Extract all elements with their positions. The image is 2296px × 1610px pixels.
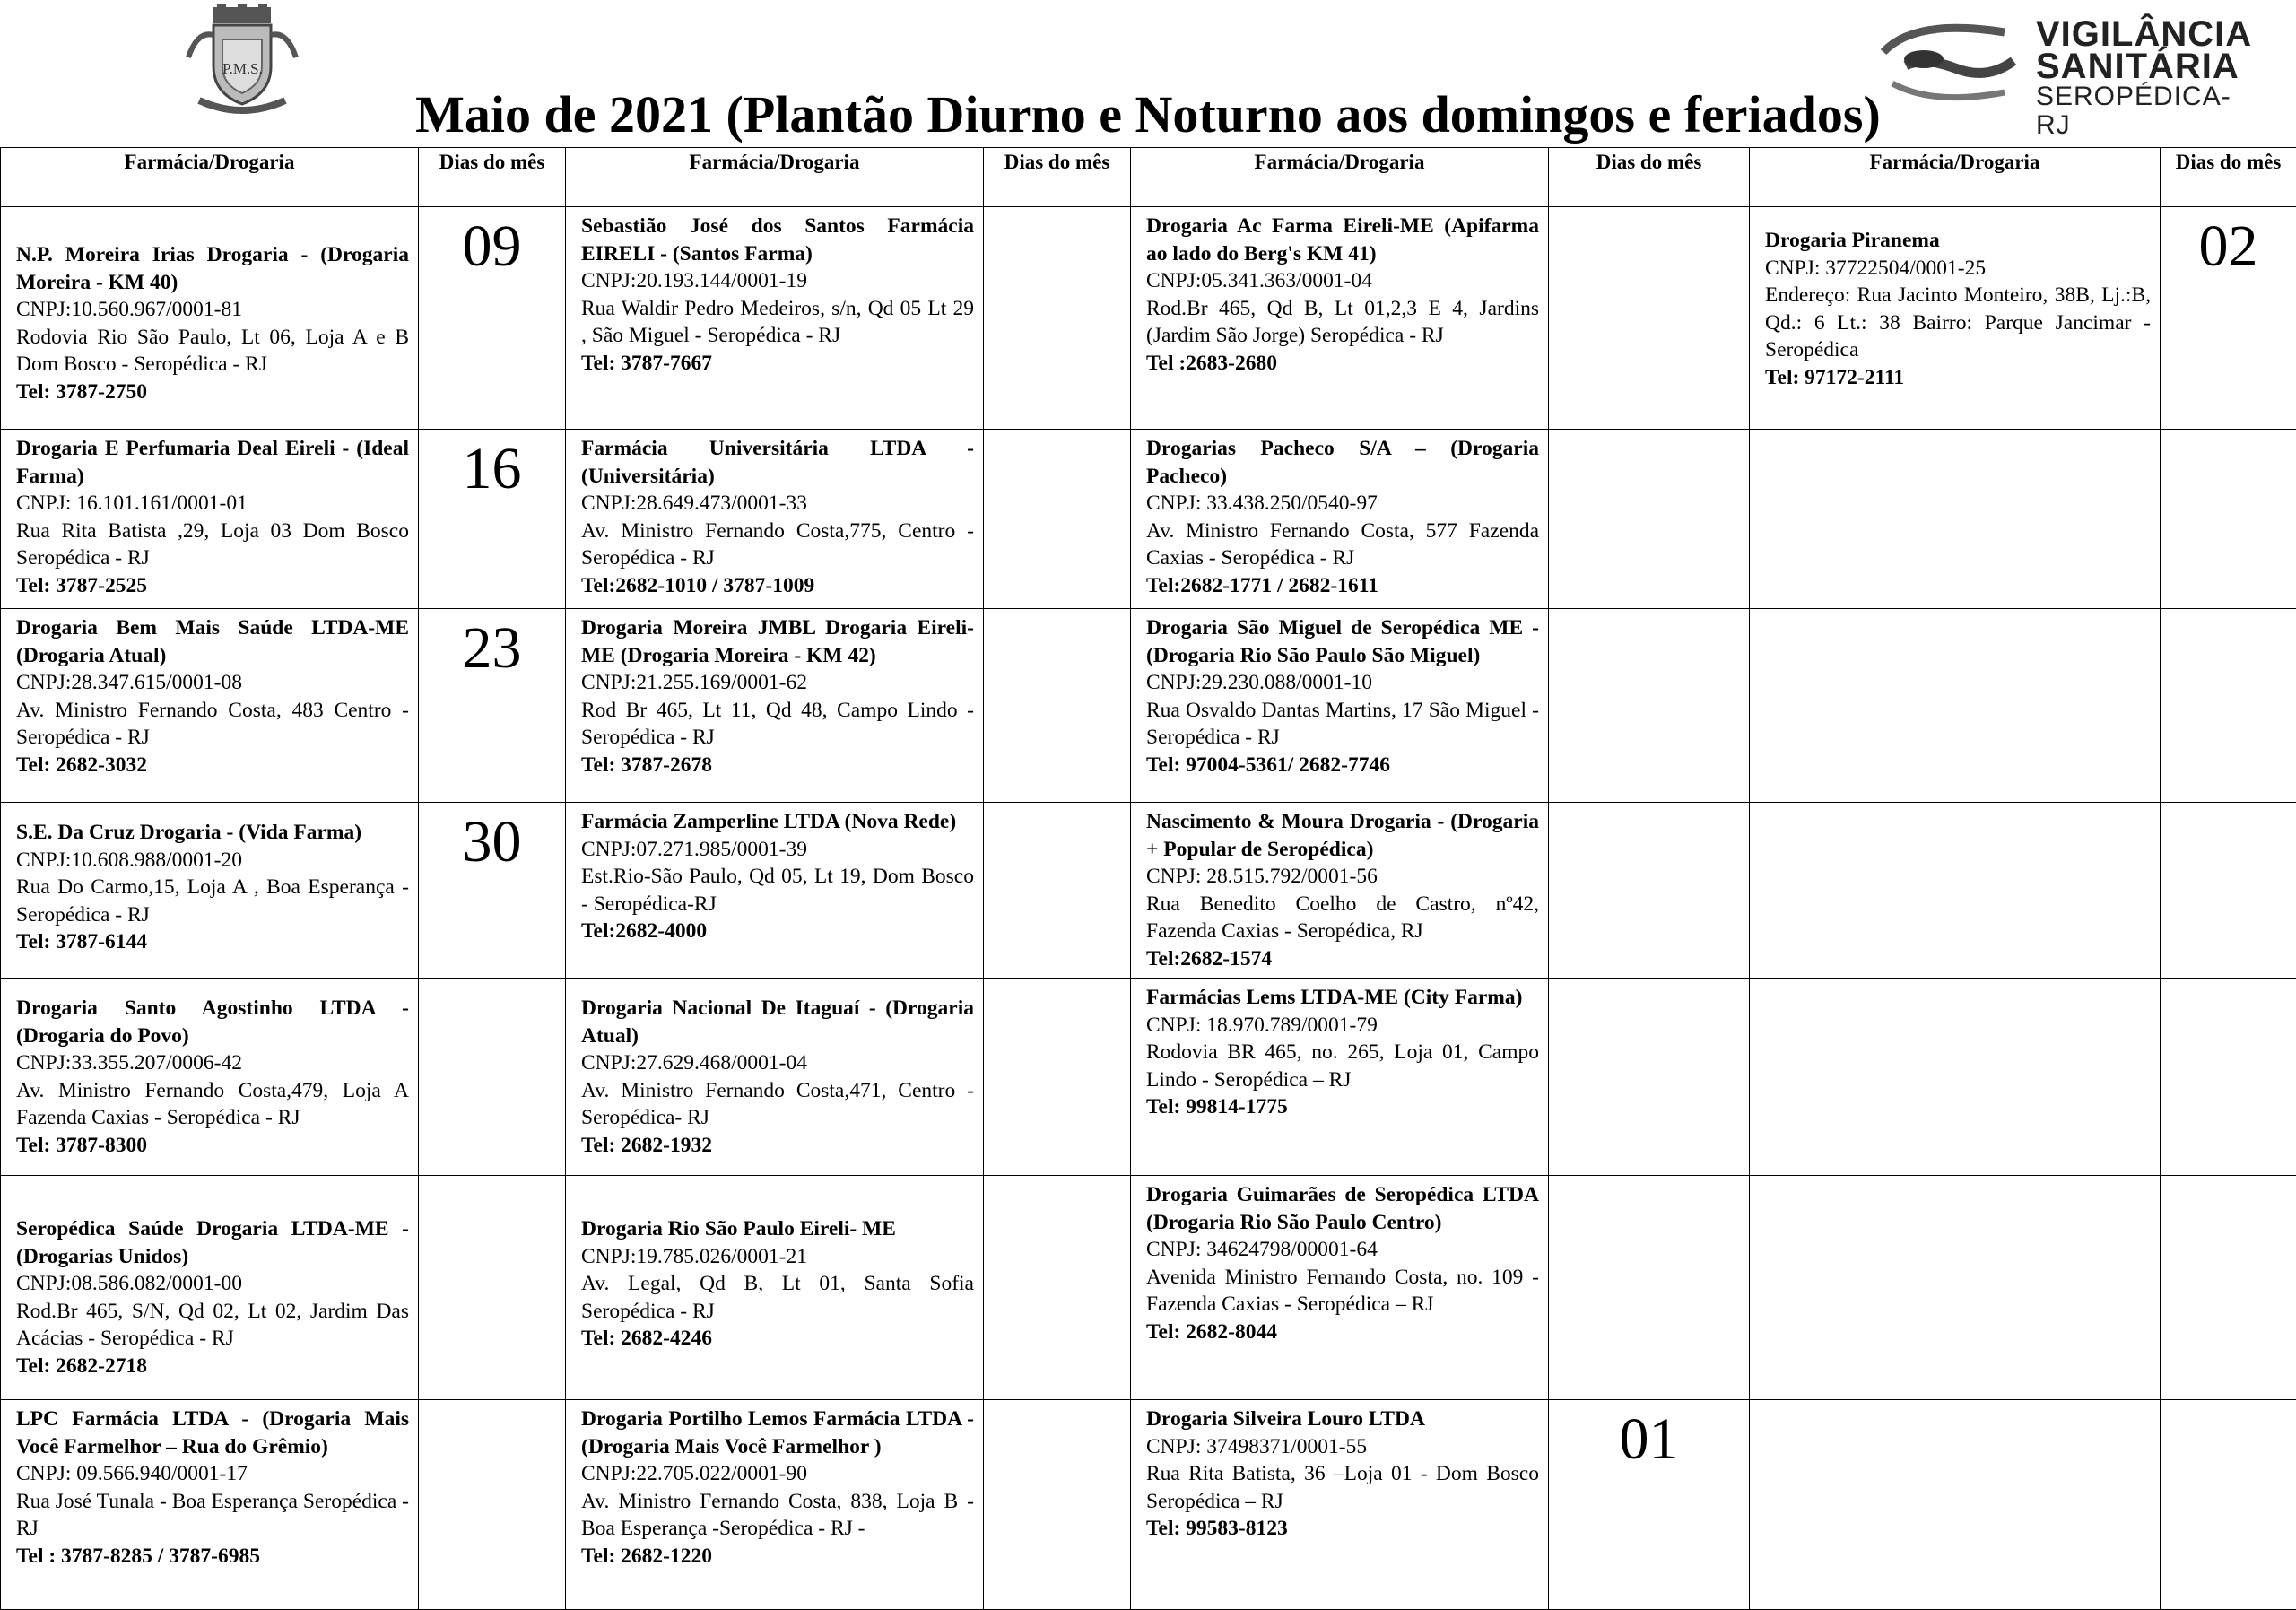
pharmacy-cnpj: CNPJ: 37722504/0001-25 bbox=[1765, 256, 1987, 280]
pharmacy-name: Drogaria Moreira JMBL Drogaria Eireli-ME (Drogaria Moreira - KM 42) bbox=[581, 616, 974, 667]
duty-day-cell bbox=[984, 609, 1131, 803]
duty-day-cell bbox=[1549, 207, 1750, 430]
duty-day-cell bbox=[1549, 979, 1750, 1176]
pharmacy-cell bbox=[566, 1400, 984, 1610]
pharmacy-cnpj: CNPJ: 33.438.250/0540-97 bbox=[1146, 492, 1378, 515]
pharmacy-name: Seropédica Saúde Drogaria LTDA-ME - (Drogarias Unidos) bbox=[16, 1217, 409, 1268]
pharmacy-address: Rua Rita Batista, 36 –Loja 01 - Dom Bosco Seropédica – RJ bbox=[1146, 1462, 1539, 1513]
pharmacy-address: Av. Ministro Fernando Costa,479, Loja A Fazenda Caxias - Seropédica - RJ bbox=[16, 1078, 409, 1129]
pharmacy-address: Av. Ministro Fernando Costa, 838, Loja B - Boa Esperança -Seropédica - RJ - bbox=[581, 1489, 974, 1540]
pharmacy-name: Drogaria Rio São Paulo Eireli- ME bbox=[581, 1217, 896, 1240]
duty-day: 02 bbox=[2198, 213, 2258, 279]
vigilancia-logo bbox=[1879, 14, 2265, 140]
duty-day: 01 bbox=[1619, 1406, 1679, 1472]
pharmacy-cell bbox=[1750, 207, 2161, 430]
pharmacy-address: Rod.Br 465, Qd B, Lt 01,2,3 E 4, Jardins (Jardim São Jorge) Seropédica - RJ bbox=[1146, 296, 1539, 347]
duty-day-cell bbox=[419, 1400, 566, 1610]
duty-day-cell bbox=[984, 1400, 1131, 1610]
pharmacy-cell bbox=[1750, 430, 2161, 609]
pharmacy-tel: Tel: 97004-5361/ 2682-7746 bbox=[1146, 753, 1390, 777]
pharmacy-cell bbox=[1, 1400, 419, 1610]
pharmacy-address: Av. Ministro Fernando Costa, 577 Fazenda Caxias - Seropédica - RJ bbox=[1146, 518, 1539, 570]
table-row bbox=[1, 207, 2296, 430]
duty-day-cell bbox=[419, 430, 566, 609]
pharmacy-name: Sebastião José dos Santos Farmácia EIRELI - (Santos Farma) bbox=[581, 214, 974, 265]
page-header bbox=[0, 0, 2296, 148]
pharmacy-address: Rod Br 465, Lt 11, Qd 48, Campo Lindo - Seropédica - RJ bbox=[581, 698, 974, 749]
pharmacy-address: Av. Ministro Fernando Costa, 483 Centro - Seropédica - RJ bbox=[16, 698, 409, 749]
pharmacy-address: Rua Waldir Pedro Medeiros, s/n, Qd 05 Lt 29 , São Miguel - Seropédica - RJ bbox=[581, 296, 974, 347]
header-pharmacy: Farmácia/Drogaria bbox=[566, 148, 984, 207]
duty-day: 30 bbox=[462, 809, 522, 875]
duty-day-cell bbox=[2161, 979, 2296, 1176]
pharmacy-name: Drogaria E Perfumaria Deal Eireli - (Ideal Farma) bbox=[16, 437, 409, 488]
pharmacy-cell bbox=[566, 207, 984, 430]
table-row bbox=[1, 430, 2296, 609]
vigilancia-line1: VIGILÂNCIA bbox=[2036, 14, 2253, 54]
header-pharmacy: Farmácia/Drogaria bbox=[1750, 148, 2161, 207]
pharmacy-name: Drogaria Piranema bbox=[1765, 229, 1940, 252]
pharmacy-tel: Tel:2682-1574 bbox=[1146, 946, 1273, 970]
pharmacy-name: Drogaria Ac Farma Eireli-ME (Apifarma ao lado do Berg's KM 41) bbox=[1146, 214, 1539, 265]
pharmacy-cell bbox=[1750, 609, 2161, 803]
pharmacy-name: Drogarias Pacheco S/A – (Drogaria Pacheco) bbox=[1146, 437, 1539, 488]
pharmacy-cell bbox=[1, 609, 419, 803]
duty-day: 16 bbox=[462, 436, 522, 501]
pharmacy-address: Est.Rio-São Paulo, Qd 05, Lt 19, Dom Bosco - Seropédica-RJ bbox=[581, 865, 974, 916]
duty-day-cell bbox=[2161, 430, 2296, 609]
pharmacy-tel: Tel: 2682-1932 bbox=[581, 1133, 713, 1157]
pharmacy-address: Avenida Ministro Fernando Costa, no. 109 - Fazenda Caxias - Seropédica – RJ bbox=[1146, 1265, 1539, 1316]
pharmacy-cnpj: CNPJ: 16.101.161/0001-01 bbox=[16, 492, 248, 515]
pharmacy-cell bbox=[1, 1176, 419, 1400]
pharmacy-cell bbox=[1750, 1400, 2161, 1610]
duty-day-cell bbox=[984, 207, 1131, 430]
pharmacy-cell bbox=[1131, 1176, 1549, 1400]
duty-day: 09 bbox=[462, 213, 522, 279]
pharmacy-name: Drogaria Bem Mais Saúde LTDA-ME (Drogaria Atual) bbox=[16, 616, 409, 667]
pharmacy-cnpj: CNPJ:21.255.169/0001-62 bbox=[581, 671, 807, 694]
pharmacy-name: Nascimento & Moura Drogaria - (Drogaria + Popular de Seropédica) bbox=[1146, 810, 1539, 861]
pharmacy-cnpj: CNPJ:19.785.026/0001-21 bbox=[581, 1244, 807, 1268]
pharmacy-address: Av. Legal, Qd B, Lt 01, Santa Sofia Seropédica - RJ bbox=[581, 1272, 974, 1323]
pharmacy-cnpj: CNPJ:33.355.207/0006-42 bbox=[16, 1051, 242, 1075]
duty-day-cell bbox=[984, 803, 1131, 979]
duty-day: 23 bbox=[462, 615, 522, 681]
duty-day-cell bbox=[419, 979, 566, 1176]
pharmacy-cell bbox=[1131, 207, 1549, 430]
duty-day-cell bbox=[1549, 430, 1750, 609]
pharmacy-cell bbox=[1750, 803, 2161, 979]
pharmacy-name: Drogaria Nacional De Itaguaí - (Drogaria Atual) bbox=[581, 996, 974, 1048]
table-row bbox=[1, 1176, 2296, 1400]
pharmacy-address: Av. Ministro Fernando Costa,471, Centro - Seropédica- RJ bbox=[581, 1078, 974, 1129]
pharmacy-tel: Tel :2683-2680 bbox=[1146, 351, 1278, 375]
duty-day-cell bbox=[419, 803, 566, 979]
duty-day-cell bbox=[984, 430, 1131, 609]
pharmacy-name: Drogaria Portilho Lemos Farmácia LTDA - (Drogaria Mais Você Farmelhor ) bbox=[581, 1407, 974, 1458]
vigilancia-swirl-icon bbox=[1879, 16, 2031, 106]
header-days: Dias do mês bbox=[2161, 148, 2296, 207]
pharmacy-tel: Tel: 3787-7667 bbox=[581, 351, 713, 375]
header-days: Dias do mês bbox=[419, 148, 566, 207]
pharmacy-name: Drogaria Silveira Louro LTDA bbox=[1146, 1407, 1425, 1431]
pharmacy-cell bbox=[1, 979, 419, 1176]
duty-day-cell bbox=[2161, 207, 2296, 430]
pharmacy-name: Farmácia Zamperline LTDA (Nova Rede) bbox=[581, 810, 957, 833]
vigilancia-line2: SANITÁRIA bbox=[2036, 47, 2239, 86]
pharmacy-cnpj: CNPJ:27.629.468/0001-04 bbox=[581, 1051, 807, 1075]
table-row bbox=[1, 1400, 2296, 1610]
pharmacy-cnpj: CNPJ: 09.566.940/0001-17 bbox=[16, 1462, 248, 1485]
pharmacy-name: Drogaria Santo Agostinho LTDA - (Drogaria do Povo) bbox=[16, 996, 409, 1048]
pharmacy-cell bbox=[1131, 1400, 1549, 1610]
pharmacy-cnpj: CNPJ: 37498371/0001-55 bbox=[1146, 1434, 1368, 1458]
pharmacy-cell bbox=[566, 979, 984, 1176]
pharmacy-name: Drogaria Guimarães de Seropédica LTDA (Drogaria Rio São Paulo Centro) bbox=[1146, 1183, 1539, 1234]
pharmacy-cnpj: CNPJ: 34624798/00001-64 bbox=[1146, 1238, 1378, 1261]
duty-day-cell bbox=[2161, 1400, 2296, 1610]
pharmacy-name: LPC Farmácia LTDA - (Drogaria Mais Você Farmelhor – Rua do Grêmio) bbox=[16, 1407, 409, 1458]
table-row bbox=[1, 803, 2296, 979]
pharmacy-tel: Tel:2682-1010 / 3787-1009 bbox=[581, 573, 815, 597]
pharmacy-cnpj: CNPJ:22.705.022/0001-90 bbox=[581, 1462, 807, 1485]
pharmacy-address: Rodovia BR 465, no. 265, Loja 01, Campo Lindo - Seropédica – RJ bbox=[1146, 1040, 1539, 1092]
pharmacy-tel: Tel: 3787-2525 bbox=[16, 573, 148, 597]
pharmacy-cell bbox=[1131, 609, 1549, 803]
pharmacy-tel: Tel: 3787-8300 bbox=[16, 1133, 148, 1157]
duty-day-cell bbox=[984, 979, 1131, 1176]
pharmacy-tel: Tel:2682-4000 bbox=[581, 919, 708, 943]
pharmacy-tel: Tel: 99583-8123 bbox=[1146, 1517, 1288, 1540]
pharmacy-tel: Tel: 2682-4246 bbox=[581, 1327, 713, 1350]
pharmacy-cnpj: CNPJ: 18.970.789/0001-79 bbox=[1146, 1013, 1378, 1037]
table-row bbox=[1, 979, 2296, 1176]
table-row bbox=[1, 609, 2296, 803]
pharmacy-address: Rua José Tunala - Boa Esperança Seropédica - RJ bbox=[16, 1489, 409, 1540]
pharmacy-tel: Tel: 2682-8044 bbox=[1146, 1319, 1278, 1344]
duty-day-cell bbox=[1549, 1400, 1750, 1610]
pharmacy-address: Av. Ministro Fernando Costa,775, Centro - Seropédica - RJ bbox=[581, 518, 974, 570]
pharmacy-cnpj: CNPJ:10.560.967/0001-81 bbox=[16, 298, 242, 321]
pharmacy-cnpj: CNPJ:20.193.144/0001-19 bbox=[581, 269, 807, 292]
pharmacy-cell bbox=[566, 803, 984, 979]
pharmacy-cell bbox=[566, 609, 984, 803]
duty-day-cell bbox=[2161, 803, 2296, 979]
pharmacy-name: Drogaria São Miguel de Seropédica ME - (Drogaria Rio São Paulo São Miguel) bbox=[1146, 616, 1539, 667]
duty-day-cell bbox=[984, 1176, 1131, 1400]
pharmacy-tel: Tel: 2682-2718 bbox=[16, 1353, 148, 1378]
pharmacy-tel: Tel: 2682-3032 bbox=[16, 753, 148, 777]
pharmacy-name: Farmácia Universitária LTDA - (Universitária) bbox=[581, 437, 974, 488]
pharmacy-cnpj: CNPJ:28.649.473/0001-33 bbox=[581, 492, 807, 515]
pharmacy-address: Rua Rita Batista ,29, Loja 03 Dom Bosco Seropédica - RJ bbox=[16, 518, 409, 570]
pharmacy-tel: Tel: 2682-1220 bbox=[581, 1544, 713, 1568]
pharmacy-cnpj: CNPJ: 28.515.792/0001-56 bbox=[1146, 865, 1378, 888]
pharmacy-cnpj: CNPJ:07.271.985/0001-39 bbox=[581, 837, 807, 861]
duty-day-cell bbox=[2161, 1176, 2296, 1400]
duty-day-cell bbox=[419, 1176, 566, 1400]
pharmacy-tel: Tel: 3787-6144 bbox=[16, 930, 148, 953]
pharmacy-address: Rua Benedito Coelho de Castro, nº42, Fazenda Caxias - Seropédica, RJ bbox=[1146, 892, 1539, 943]
duty-day-cell bbox=[2161, 609, 2296, 803]
pharmacy-name: Farmácias Lems LTDA-ME (City Farma) bbox=[1146, 986, 1523, 1009]
pharmacy-tel: Tel:2682-1771 / 2682-1611 bbox=[1146, 573, 1378, 597]
pharmacy-cell bbox=[566, 430, 984, 609]
vigilancia-line3: SEROPÉDICA-RJ bbox=[2036, 82, 2231, 140]
duty-day-cell bbox=[1549, 803, 1750, 979]
pharmacy-name: S.E. Da Cruz Drogaria - (Vida Farma) bbox=[16, 821, 362, 844]
pharmacy-cnpj: CNPJ:10.608.988/0001-20 bbox=[16, 848, 242, 872]
pharmacy-cnpj: CNPJ:29.230.088/0001-10 bbox=[1146, 671, 1372, 694]
pharmacy-tel: Tel : 3787-8285 / 3787-6985 bbox=[16, 1544, 260, 1568]
duty-day-cell bbox=[419, 207, 566, 430]
header-pharmacy: Farmácia/Drogaria bbox=[1131, 148, 1549, 207]
pharmacy-cnpj: CNPJ:05.341.363/0001-04 bbox=[1146, 269, 1372, 292]
pharmacy-cnpj: CNPJ:08.586.082/0001-00 bbox=[16, 1272, 242, 1295]
pharmacy-cell bbox=[566, 1176, 984, 1400]
duty-day-cell bbox=[1549, 609, 1750, 803]
pharmacy-address: Rua Osvaldo Dantas Martins, 17 São Miguel - Seropédica - RJ bbox=[1146, 698, 1539, 749]
table-header-row bbox=[1, 148, 2296, 207]
header-pharmacy: Farmácia/Drogaria bbox=[1, 148, 419, 207]
header-days: Dias do mês bbox=[984, 148, 1131, 207]
pharmacy-cell bbox=[1, 207, 419, 430]
pharmacy-cell bbox=[1131, 979, 1549, 1176]
pharmacy-cnpj: CNPJ:28.347.615/0001-08 bbox=[16, 671, 242, 694]
pharmacy-name: N.P. Moreira Irias Drogaria - (Drogaria Moreira - KM 40) bbox=[16, 243, 409, 294]
pharmacy-address: Rodovia Rio São Paulo, Lt 06, Loja A e B Dom Bosco - Seropédica - RJ bbox=[16, 325, 409, 376]
pharmacy-tel: Tel: 3787-2678 bbox=[581, 753, 713, 777]
pharmacy-cell bbox=[1750, 1176, 2161, 1400]
pharmacy-cell bbox=[1750, 979, 2161, 1176]
crest-label: P.M.S. bbox=[222, 60, 263, 77]
pharmacy-tel: Tel: 3787-2750 bbox=[16, 379, 148, 404]
pharmacy-cell bbox=[1, 430, 419, 609]
pharmacy-tel: Tel: 97172-2111 bbox=[1765, 365, 1905, 389]
pharmacy-schedule-table bbox=[0, 147, 2296, 1610]
duty-day-cell bbox=[419, 609, 566, 803]
pharmacy-cell bbox=[1131, 803, 1549, 979]
duty-day-cell bbox=[1549, 1176, 1750, 1400]
page-title: Maio de 2021 (Plantão Diurno e Noturno aos domingos e feriados) bbox=[415, 85, 1881, 144]
pharmacy-address: Rua Do Carmo,15, Loja A , Boa Esperança - Seropédica - RJ bbox=[16, 875, 409, 927]
header-days: Dias do mês bbox=[1549, 148, 1750, 207]
pharmacy-cell bbox=[1, 803, 419, 979]
pharmacy-tel: Tel: 99814-1775 bbox=[1146, 1095, 1288, 1118]
pharmacy-address: Rod.Br 465, S/N, Qd 02, Lt 02, Jardim Das Acácias - Seropédica - RJ bbox=[16, 1299, 409, 1350]
pharmacy-cell bbox=[1131, 430, 1549, 609]
pharmacy-address: Endereço: Rua Jacinto Monteiro, 38B, Lj.:B, Qd.: 6 Lt.: 38 Bairro: Parque Jancimar - Seropédica bbox=[1765, 283, 2151, 361]
